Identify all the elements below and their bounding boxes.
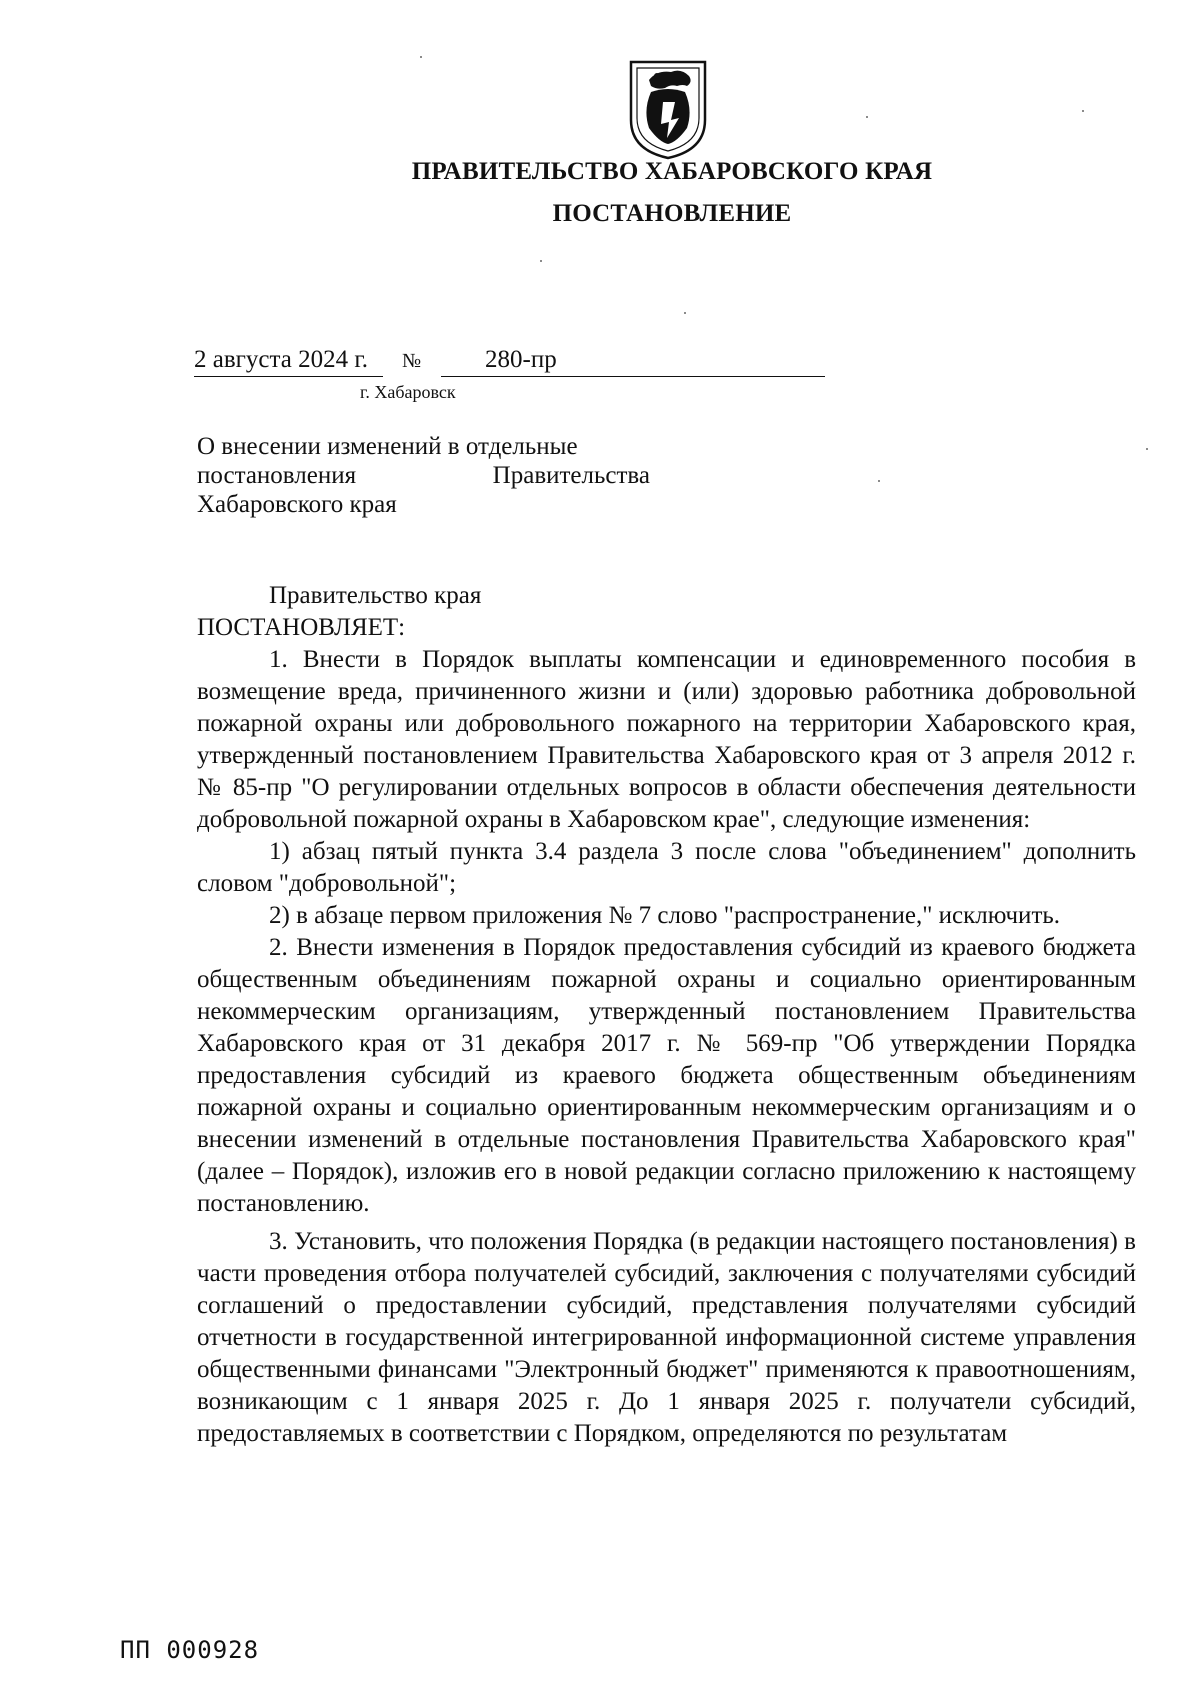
document-type-title: ПОСТАНОВЛЕНИЕ <box>552 200 792 227</box>
scan-speck <box>684 312 686 314</box>
document-body <box>197 580 1136 1450</box>
city: г. Хабаровск <box>360 382 456 402</box>
intro-line-1: Правительство края <box>269 582 482 609</box>
scan-speck <box>540 260 542 262</box>
paragraph-2: 2. Внести изменения в Порядок предоставления субсидий из краевого бюджета общественным объединениям пожарной охраны и социально ориентированным некоммерческим организациям, утвержденный постановлением Правительства Хабаровского края от 31 декабря 2017 г. № 569-пр "Об утверждении Порядка предоставления субсидий из краевого бюджета общественным объединениям пожарной охраны и социально ориентированным некоммерческим организациям и о внесении изменений в отдельные постановления Правительства Хабаровского края" (далее – Порядок), изложив его в новой редакции согласно приложению к настоящему постановлению. <box>197 934 1136 1217</box>
intro-line-2: ПОСТАНОВЛЯЕТ: <box>197 614 406 641</box>
document-number: 280-пр <box>485 346 557 373</box>
scan-speck <box>866 116 868 118</box>
paragraph-3: 3. Установить, что положения Порядка (в редакции настоящего постановления) в части проведения отбора получателей субсидий, заключения с получателями субсидий соглашений о предоставлении субсидий, представления получателями субсидий отчетности в государственной интегрированной информационной системе управления общественными финансами "Электронный бюджет" применяются к правоотношениям, возникающим с 1 января 2025 г. До 1 января 2025 г. получатели субсидий, предоставляемых в соответствии с Порядком, определяются по результатам <box>197 1228 1136 1447</box>
document-subject <box>197 432 650 519</box>
subject-line-2a: постановления <box>197 462 357 489</box>
subject-line-2 <box>197 461 650 490</box>
scan-speck <box>878 480 880 482</box>
subject-line-1: О внесении изменений в отдельные <box>197 433 578 460</box>
number-label: № <box>402 350 422 372</box>
subject-line-3: Хабаровского края <box>197 491 397 518</box>
paragraph-1-item-1: 1) абзац пятый пункта 3.4 раздела 3 после слова "объединением" дополнить словом "добровольной"; <box>197 838 1136 897</box>
document-code: ПП 000928 <box>120 1636 260 1664</box>
scan-speck <box>1146 448 1148 450</box>
paragraph-1-item-2: 2) в абзаце первом приложения № 7 слово "распространение," исключить. <box>269 902 1061 929</box>
document-date: 2 августа 2024 г. <box>194 346 383 377</box>
scan-speck <box>420 56 422 58</box>
paragraph-1: 1. Внести в Порядок выплаты компенсации и единовременного пособия в возмещение вреда, причиненного жизни и (или) здоровью работника добровольной пожарной охраны или добровольного пожарного на территории Хабаровского края, утвержденный постановлением Правительства Хабаровского края от 3 апреля 2012 г. № 85-пр "О регулировании отдельных вопросов в области обеспечения деятельности добровольной пожарной охраны в Хабаровском крае", следующие изменения: <box>197 646 1136 833</box>
government-title: ПРАВИТЕЛЬСТВО ХАБАРОВСКОГО КРАЯ <box>411 158 933 185</box>
subject-line-2b: Правительства <box>492 462 650 489</box>
coat-of-arms-icon <box>627 58 709 162</box>
document-number-field <box>441 346 825 377</box>
scan-speck <box>1082 110 1084 112</box>
